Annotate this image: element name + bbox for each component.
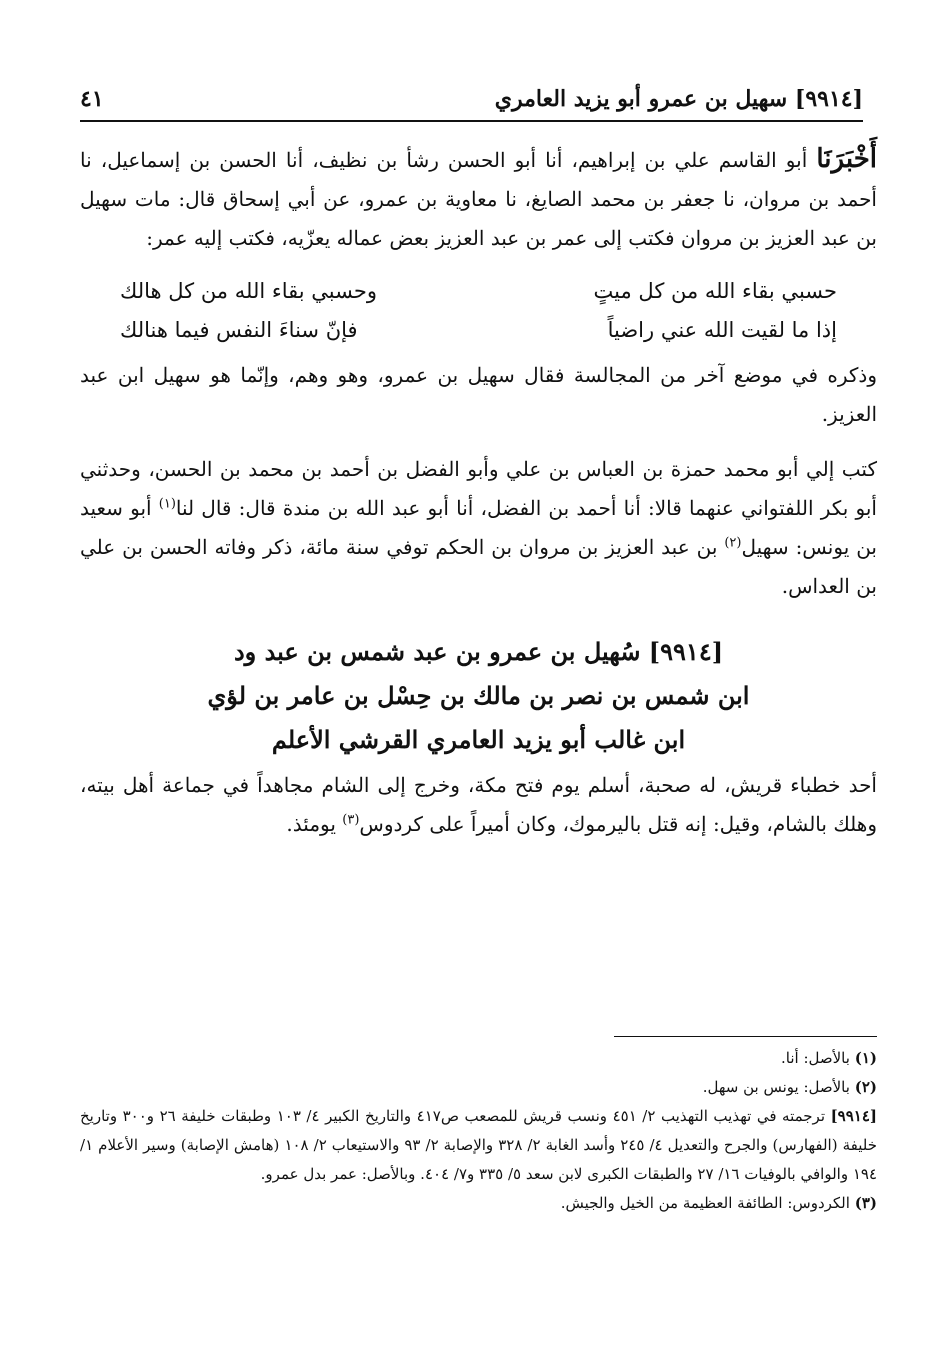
- footnote-mark: (١): [854, 1049, 877, 1067]
- lead-word: أَخْبَرَنَا: [816, 144, 878, 174]
- poem-verse: [120, 272, 837, 311]
- footnote-text: بالأصل: يونس بن سهل.: [702, 1078, 850, 1096]
- poem-verse: [120, 311, 837, 350]
- footnote-mark: (٣): [854, 1194, 877, 1212]
- verse-first-hemistich: إذا ما لقيت الله عني راضياً: [607, 318, 837, 342]
- footnote-ref-2: (٢): [724, 535, 742, 551]
- paragraph-1-text: أبو القاسم علي بن إبراهيم، أنا أبو الحسن رشأ بن نظيف، أنا الحسن بن إسماعيل، نا أحمد بن مروان، نا جعفر بن محمد الصايغ، نا معاوية بن عمرو، عن أبي إسحاق قال: مات سهيل بن عبد العزيز بن مروان فكتب إلى عمر بن عبد العزيز بعض عماله يعزّيه، فكتب إليه عمر:: [80, 148, 877, 250]
- page-number: ٤١: [80, 86, 104, 112]
- entry-heading-line: ابن غالب أبو يزيد العامري القرشي الأعلم: [271, 725, 686, 754]
- footnote: [80, 1189, 877, 1218]
- footnotes: [80, 1044, 877, 1218]
- verse-second-hemistich: وحسبي بقاء الله من كل هالك: [120, 279, 377, 303]
- entry-heading: [80, 630, 877, 762]
- footnote-ref-3: (٣): [342, 812, 360, 828]
- main-text: [80, 140, 877, 844]
- footnote-text: بالأصل: أنا.: [781, 1049, 850, 1067]
- paragraph-3-text-a: كتب إلي أبو محمد حمزة بن العباس بن علي وأبو الفضل بن أحمد بن محمد بن الحسن، وحدثني أبو بكر اللفتواني عنهما قالا: أنا أحمد بن الفضل، أنا أبو عبد الله بن مندة قال: قال لنا: [80, 457, 877, 520]
- footnote-mark: [٩٩١٤]: [830, 1107, 878, 1125]
- paragraph-4-text-b: يومئذ.: [286, 812, 343, 836]
- footnote: [80, 1073, 877, 1102]
- page-header: [80, 84, 863, 122]
- paragraph-4-text-a: أحد خطباء قريش، له صحبة، أسلم يوم فتح مكة، وخرج إلى الشام مجاهداً في جماعة أهل بيته، وهلك بالشام، وقيل: إنه قتل باليرموك، وكان أميراً على كردوس: [80, 773, 877, 836]
- verse-second-hemistich: فإنّ سناءَ النفس فيما هنالك: [120, 318, 358, 342]
- paragraph-4: [80, 766, 877, 844]
- footnote-text: الكردوس: الطائفة العظيمة من الخيل والجيش.: [560, 1194, 850, 1212]
- paragraph-3-text-b: أبو سعيد بن يونس: سهيل: [80, 496, 877, 559]
- footnote-text: ترجمته في تهذيب التهذيب ٢/ ٤٥١ ونسب قريش للمصعب ص٤١٧ والتاريخ الكبير ٤/ ١٠٣ وطبقات خليفة ٢٦ و٣٠٠ وتاريخ خليفة (الفهارس) والجرح والتعديل ٤/ ٢٤٥ وأسد الغابة ٢/ ٣٢٨ والإصابة ٢/ ٩٣ والاستيعاب ٢/ ١٠٨ (هامش الإصابة) وسير الأعلام ١/ ١٩٤ والوافي بالوفيات ١٦/ ٢٧ والطبقات الكبرى لابن سعد ٥/ ٣٣٥ و٧/ ٤٠٤. وبالأصل: عمر بدل عمرو.: [80, 1107, 877, 1183]
- verse-first-hemistich: حسبي بقاء الله من كل ميتٍ: [593, 279, 837, 303]
- footnote-ref-1: (١): [158, 496, 176, 512]
- footnote-mark: (٢): [854, 1078, 877, 1096]
- footnote: [80, 1102, 877, 1189]
- paragraph-3: [80, 450, 877, 606]
- paragraph-1: [80, 140, 877, 258]
- poem: [120, 272, 837, 350]
- paragraph-3-text-c: بن عبد العزيز بن مروان بن الحكم توفي سنة مائة، ذكر وفاته الحسن بن علي بن العداس.: [80, 535, 877, 598]
- paragraph-2: وذكره في موضع آخر من المجالسة فقال سهيل بن عمرو، وهو وهم، وإنّما هو سهيل ابن عبد العزيز.: [80, 363, 877, 426]
- footnote-separator: [614, 1036, 877, 1037]
- entry-heading-line: ابن شمس بن نصر بن مالك بن حِسْل بن عامر بن لؤي: [207, 681, 750, 710]
- running-title: [٩٩١٤] سهيل بن عمرو أبو يزيد العامري: [494, 86, 863, 112]
- entry-heading-line: [٩٩١٤] سُهيل بن عمرو بن عبد شمس بن عبد ود: [233, 637, 724, 666]
- footnote: [80, 1044, 877, 1073]
